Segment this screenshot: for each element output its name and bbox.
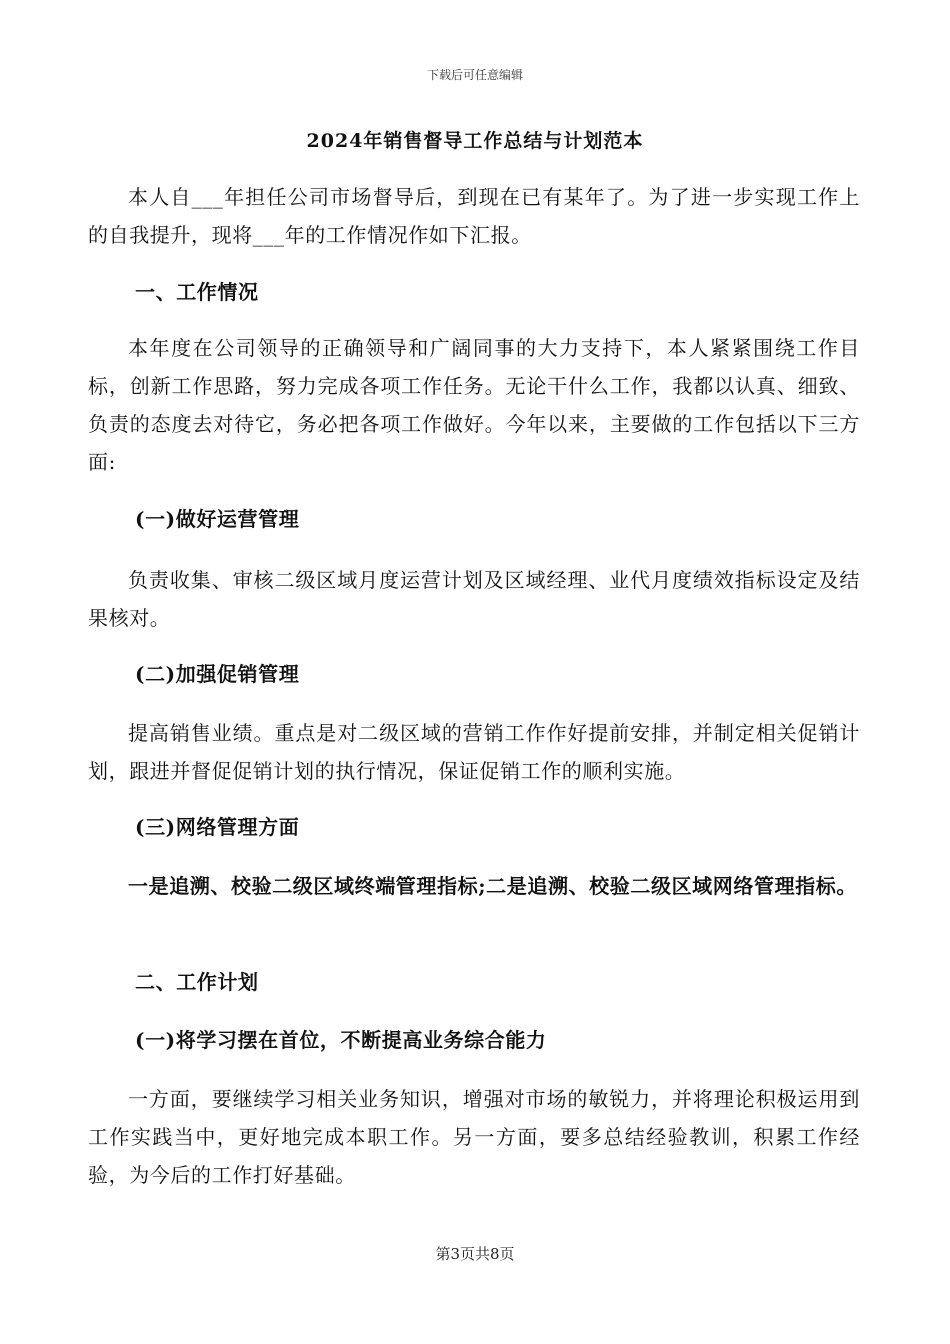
subsection-1-2-heading: (二)加强促销管理 [135,662,300,686]
header-note: 下载后可任意编辑 [426,68,523,82]
subsection-1-1-heading: (一)做好运营管理 [135,507,300,531]
subsection-2-1-heading: (一)将学习摆在首位，不断提高业务综合能力 [135,1028,547,1052]
section-1-paragraph: 本年度在公司领导的正确领导和广阔同事的大力支持下，本人紧紧围绕工作目标，创新工作思路，努力完成各项工作任务。无论干什么工作，我都以认真、细致、负责的态度去对待它，务必把各项工作做好。今年以来，主要做的工作包括以下三方面: [88,336,860,474]
subsection-1-2-paragraph: 提高销售业绩。重点是对二级区域的营销工作作好提前安排，并制定相关促销计划，跟进并督促促销计划的执行情况，保证促销工作的顺利实施。 [88,721,860,783]
section-1-heading: 一、工作情况 [135,280,259,304]
subsection-2-1-paragraph: 一方面，要继续学习相关业务知识，增强对市场的敏锐力，并将理论积极运用到工作实践当中，更好地完成本职工作。另一方面，要多总结经验教训，积累工作经验，为今后的工作打好基础。 [88,1087,860,1187]
subsection-1-3-paragraph: 一是追溯、校验二级区域终端管理指标;二是追溯、校验二级区域网络管理指标。 [128,874,857,898]
intro-paragraph: 本人自___年担任公司市场督导后，到现在已有某年了。为了进一步实现工作上的自我提升，现将___年的工作情况作如下汇报。 [88,185,860,247]
subsection-1-3-heading: (三)网络管理方面 [135,815,300,839]
page-footer: 第3页共8页 [435,1245,515,1263]
document-title: 2024年销售督导工作总结与计划范本 [306,130,644,152]
subsection-1-1-paragraph: 负责收集、审核二级区域月度运营计划及区域经理、业代月度绩效指标设定及结果核对。 [88,568,860,630]
section-2-heading: 二、工作计划 [135,970,259,994]
